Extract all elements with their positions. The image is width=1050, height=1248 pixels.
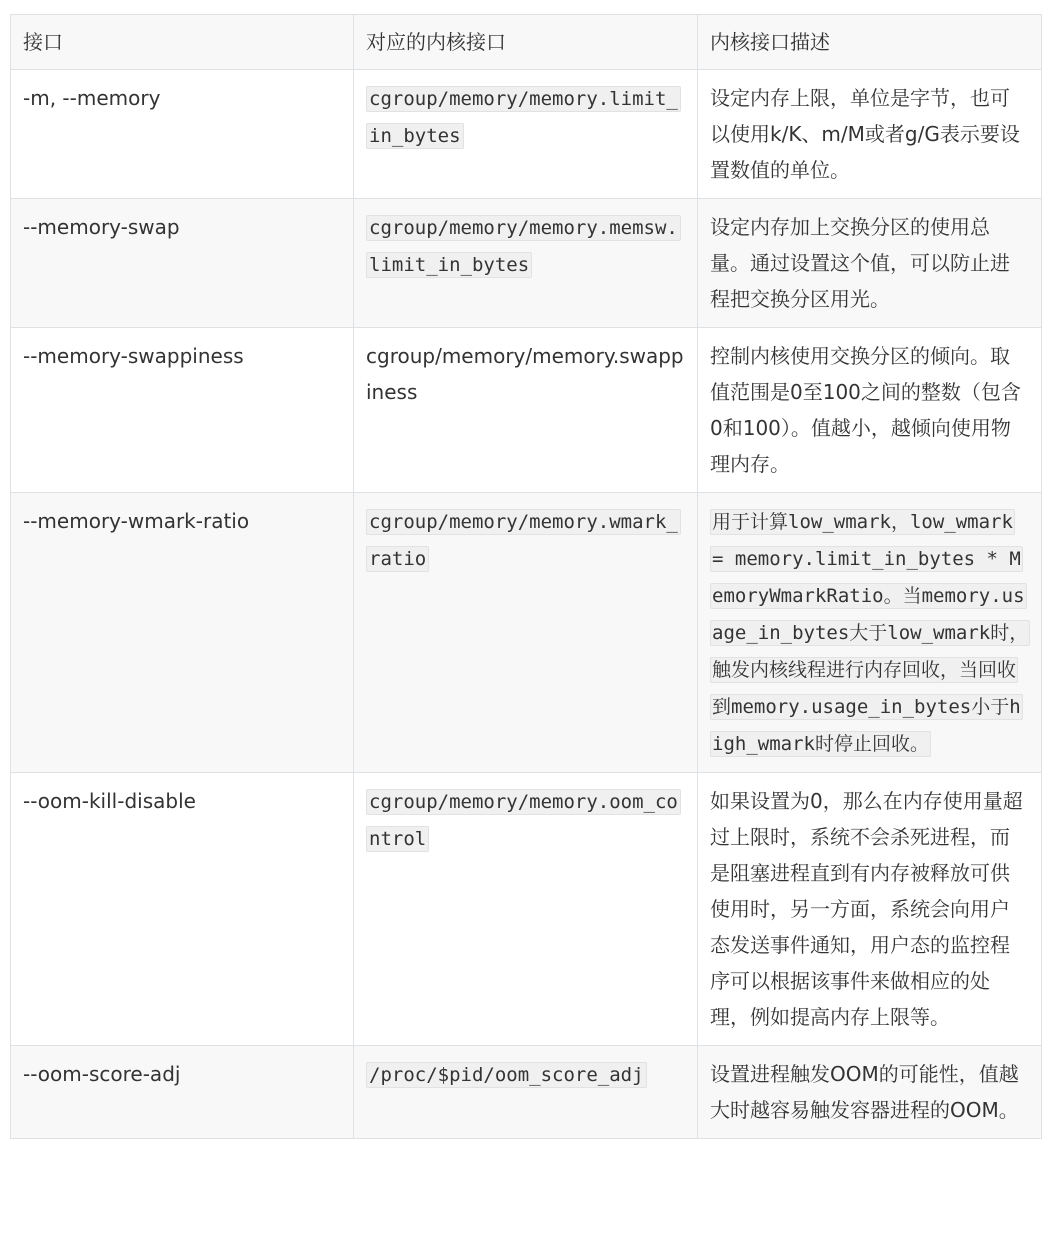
table-row [11, 773, 1042, 1046]
description-text: 设定内存加上交换分区的使用总量。通过设置这个值，可以防止进程把交换分区用光。 [710, 215, 1010, 311]
description-text: 如果设置为0，那么在内存使用量超过上限时，系统不会杀死进程，而是阻塞进程直到有内存被释放可供使用时，另一方面，系统会向用户态发送事件通知，用户态的监控程序可以根据该事件来做相应的处理，例如提高内存上限等。 [710, 789, 1023, 1029]
description-text: 设置进程触发OOM的可能性，值越大时越容易触发容器进程的OOM。 [710, 1062, 1019, 1122]
description-cell [698, 773, 1042, 1046]
option-text: --memory-wmark-ratio [23, 509, 250, 533]
kernel-cell [354, 328, 698, 493]
description-code: 用于计算low_wmark，low_wmark = memory.limit_in_bytes * MemoryWmarkRatio。当memory.usage_in_bytes大于low_wmark时，触发内核线程进行内存回收，当回收到memory.usage_in_bytes小于high_wmark时停止回收。 [712, 511, 1029, 755]
description-cell [698, 1046, 1042, 1139]
option-text: --memory-swap [23, 215, 180, 239]
kernel-cell [354, 199, 698, 328]
table-row [11, 199, 1042, 328]
header-description: 内核接口描述 [698, 15, 1042, 70]
table-row [11, 328, 1042, 493]
kernel-cell [354, 70, 698, 199]
kernel-path-code: cgroup/memory/memory.memsw.limit_in_bytes [366, 215, 681, 278]
description-cell [698, 70, 1042, 199]
description-cell [698, 328, 1042, 493]
option-text: --oom-score-adj [23, 1062, 181, 1086]
table-row [11, 1046, 1042, 1139]
description-cell [698, 493, 1042, 773]
description-text: 控制内核使用交换分区的倾向。取值范围是0至100之间的整数（包含0和100）。值越小，越倾向使用物理内存。 [710, 344, 1021, 476]
option-cell [11, 328, 354, 493]
header-option: 接口 [11, 15, 354, 70]
kernel-path-code: /proc/$pid/oom_score_adj [366, 1062, 647, 1088]
kernel-cell [354, 1046, 698, 1139]
description-cell [698, 199, 1042, 328]
kernel-path-code: cgroup/memory/memory.oom_control [366, 789, 681, 852]
table-header-row [11, 15, 1042, 70]
option-text: -m, --memory [23, 86, 161, 110]
header-kernel-interface: 对应的内核接口 [354, 15, 698, 70]
kernel-path-code: cgroup/memory/memory.limit_in_bytes [366, 86, 681, 149]
option-cell [11, 199, 354, 328]
option-cell [11, 493, 354, 773]
option-cell [11, 773, 354, 1046]
kernel-cell [354, 493, 698, 773]
description-text: 设定内存上限，单位是字节，也可以使用k/K、m/M或者g/G表示要设置数值的单位。 [710, 86, 1020, 182]
option-cell [11, 1046, 354, 1139]
table-row [11, 70, 1042, 199]
kernel-path-text: cgroup/memory/memory.swappiness [366, 344, 684, 404]
kernel-path-code: cgroup/memory/memory.wmark_ratio [366, 509, 681, 572]
memory-options-table [10, 14, 1042, 1139]
table-row [11, 493, 1042, 773]
kernel-cell [354, 773, 698, 1046]
option-cell [11, 70, 354, 199]
option-text: --memory-swappiness [23, 344, 244, 368]
option-text: --oom-kill-disable [23, 789, 196, 813]
